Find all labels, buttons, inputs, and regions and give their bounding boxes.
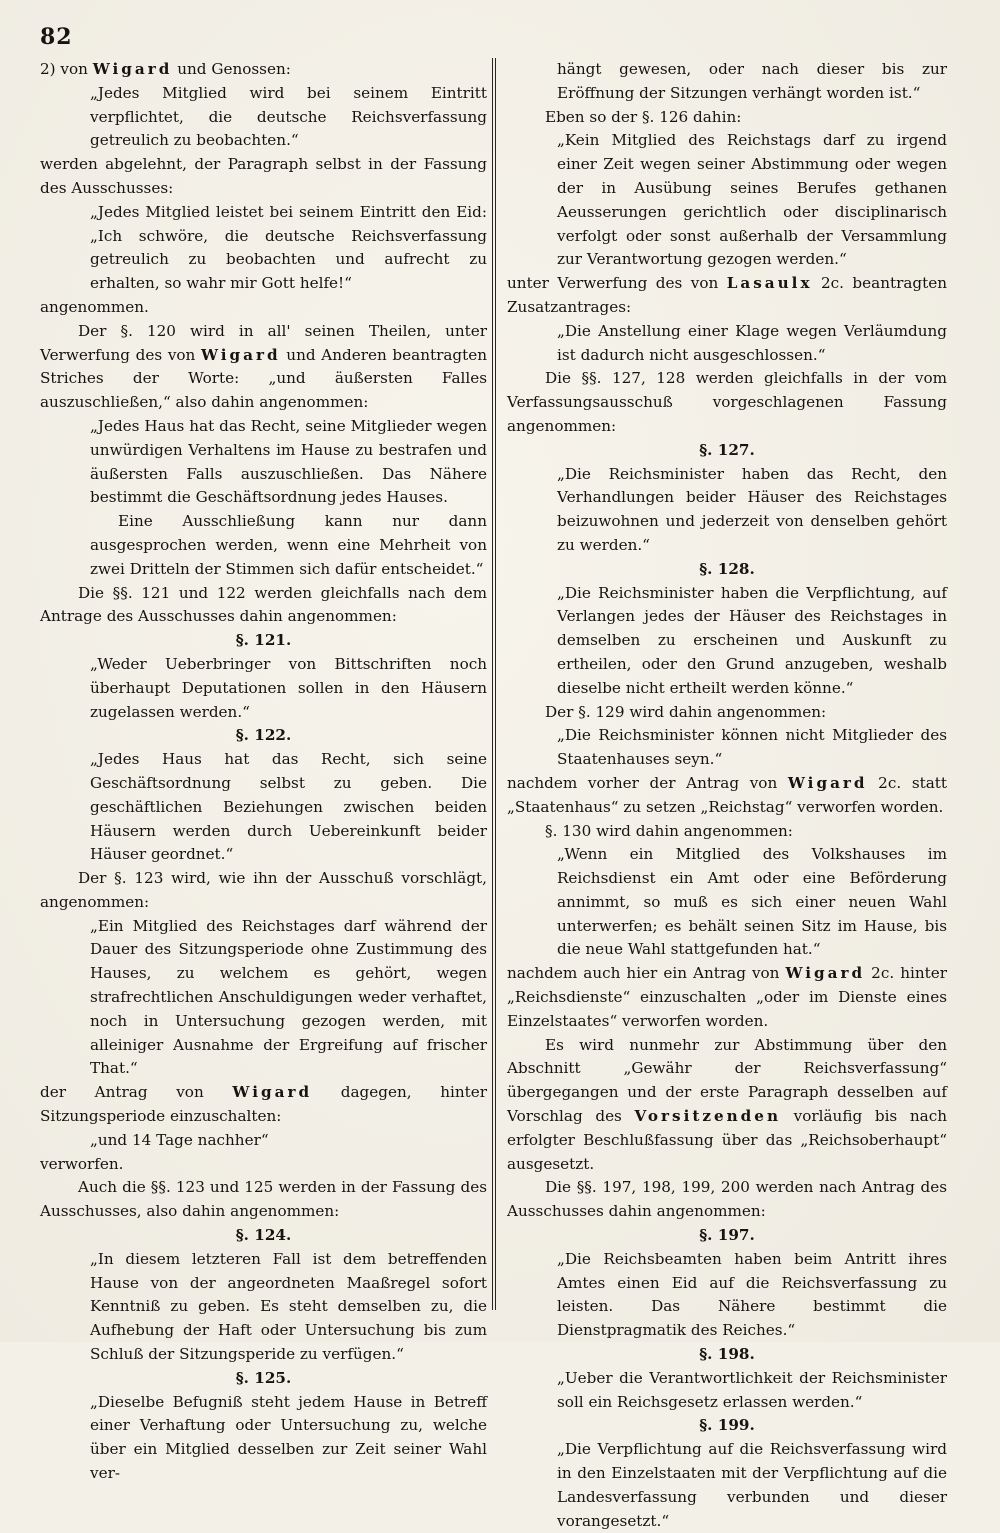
quoted-paragraph: „und 14 Tage nachher“ [90,1130,269,1149]
section-heading: §. 124. [235,1226,292,1245]
text-run: nachdem vorher der Antrag von [507,773,788,792]
text-run: Es wird nunmehr zur Abstimmung über den Abschnitt „Gewähr der Reichsverfassung“ übergegangen und der erste Paragraph desselben auf Vorschlag des [507,1035,947,1126]
spaced-name: Wigard [232,1083,313,1102]
quoted-paragraph: „Weder Ueberbringer von Bittschriften noch überhaupt Deputationen sollen in den Häusern zugelassen werden.“ [90,654,487,721]
quoted-paragraph: „Dieselbe Befugniß steht jedem Hause in Betreff einer Verhaftung oder Untersuchung zu, welche über ein Mitglied desselben zur Zeit seiner Wahl ver- [90,1392,487,1483]
section-heading: §. 125. [235,1368,292,1387]
body-paragraph [507,1034,947,1177]
body-paragraph [40,153,487,201]
section-heading: §. 121. [235,631,292,650]
text-run: angenommen. [40,297,149,316]
text-run: werden abgelehnt, der Paragraph selbst in der Fassung des Ausschusses: [40,155,487,197]
text-run: Auch die §§. 123 und 125 werden in der Fassung des Ausschusses, also dahin angenommen: [40,1178,487,1221]
quoted-paragraph: „Die Reichsminister haben die Verpflichtung, auf Verlangen jedes der Häuser des Reichstages in demselben zu erscheinen und Auskunft zu ertheilen, oder den Grund anzugeben, weshalb dieselbe nicht ertheilt werden könne.“ [557,583,947,697]
text-run: 2c. statt „Staatenhaus“ zu setzen „Reichstag“ verworfen worden. [507,773,947,816]
column-divider [492,58,496,1310]
left-column [40,58,487,1486]
body-paragraph [40,1176,487,1224]
quoted-paragraph: „Ein Mitglied des Reichstages darf während der Dauer des Sitzungsperiode ohne Zustimmung des Hauses, zu welchem es gehört, wegen strafrechtlichen Anschuldigungen weder verhaftet, noch in Untersuchung gezogen werden, mit alleiniger Ausnahme der Ergreifung auf frischer That.“ [90,916,487,1078]
section-heading: §. 127. [699,440,755,459]
text-run: dagegen, hinter Sitzungsperiode einzuschalten: [40,1083,488,1126]
quoted-paragraph: „Die Anstellung einer Klage wegen Verläumdung ist dadurch nicht ausgeschlossen.“ [557,321,947,364]
text-run: vorläufig bis nach erfolgter Beschlußfassung über das „Reichsoberhaupt“ ausgesetzt. [507,1107,947,1173]
spaced-name: Wigard [785,964,866,983]
body-paragraph [40,1153,487,1177]
text-run: Der §. 120 wird in all' seinen Theilen, unter Verwerfung des von [40,321,487,364]
quoted-paragraph: „Die Reichsbeamten haben beim Antritt ihres Amtes einen Eid auf die Reichsverfassung zu leisten. Das Nähere bestimmt die Dienstpragmatik des Reiches.“ [557,1249,947,1340]
body-paragraph [507,701,947,725]
text-run: Die §§. 121 und 122 werden gleichfalls nach dem Antrage des Ausschusses dahin angenommen: [40,583,487,626]
text-run: der Antrag von [40,1083,233,1102]
section-heading: §. 122. [235,726,292,745]
quoted-paragraph: „Die Reichsminister können nicht Mitglieder des Staatenhauses seyn.“ [557,726,947,769]
body-paragraph [507,772,947,820]
body-paragraph [507,1176,947,1224]
text-run: und Genossen: [172,60,291,78]
text-run: Der §. 123 wird, wie ihn der Ausschuß vorschlägt, angenommen: [40,869,487,911]
quoted-paragraph: „Die Reichsminister haben das Recht, den Verhandlungen beider Häuser des Reichstages beizuwohnen und jederzeit von denselben gehört zu werden.“ [557,464,947,554]
body-paragraph [40,1081,487,1129]
spaced-name: Wigard [201,345,281,364]
quoted-paragraph: „Die Verpflichtung auf die Reichsverfassung wird in den Einzelstaaten mit der Verpflichtung auf die Landesverfassung verbunden und dieser vorangesetzt.“ [557,1440,947,1530]
quoted-paragraph: „In diesem letzteren Fall ist dem betreffenden Hause von der angeordneten Maaßregel sofort Kenntniß zu geben. Es steht demselben zu, die Aufhebung der Haft oder Untersuchung bis zum Schluß der Sitzungsperide zu verfügen.“ [90,1249,487,1364]
page-number: 82 [40,24,73,50]
spaced-name: Wigard [787,773,868,792]
spaced-name: Lasaulx [726,274,813,293]
right-column [507,58,947,1533]
body-paragraph [40,582,487,630]
quoted-paragraph: „Jedes Haus hat das Recht, seine Mitglieder wegen unwürdigen Verhaltens im Hause zu bestrafen und äußersten Falls auszuschließen. Das Nähere bestimmt die Geschäftsordnung jedes Hauses. [90,416,487,507]
section-heading: §. 197. [699,1226,755,1245]
text-run: §. 130 wird dahin angenommen: [545,821,793,840]
quoted-paragraph: „Kein Mitglied des Reichstags darf zu irgend einer Zeit wegen seiner Abstimmung oder wegen der in Ausübung seines Berufes gethanen Aeusserungen gerichtlich oder disciplinarisch verfolgt oder sonst außerhalb der Versammlung zur Verantwortung gezogen werden.“ [557,131,947,269]
spaced-name: Wigard [92,60,173,78]
text-run: unter Verwerfung des von [507,274,727,293]
body-paragraph [507,962,947,1033]
quoted-paragraph: „Wenn ein Mitglied des Volkshauses im Reichsdienst ein Amt oder eine Beförderung annimmt, so muß es sich einer neuen Wahl unterwerfen; es behält seinen Sitz im Hause, bis die neue Wahl stattgefunden hat.“ [557,845,947,959]
quoted-paragraph: hängt gewesen, oder nach dieser bis zur Eröffnung der Sitzungen verhängt worden ist.“ [557,60,947,102]
text-run: und Anderen beantragten Striches der Worte: „und äußersten Falles auszuschließen,“ also dahin angenommen: [40,345,487,412]
text-run: 2c. beantragten Zusatzantrages: [507,274,947,316]
body-paragraph [507,272,947,320]
quoted-paragraph: „Jedes Haus hat das Recht, sich seine Geschäftsordnung selbst zu geben. Die geschäftlichen Beziehungen zwischen beiden Häusern werden durch Uebereinkunft beider Häuser geordnet.“ [90,750,487,864]
quoted-paragraph: „Jedes Mitglied leistet bei seinem Eintritt den Eid: „Ich schwöre, die deutsche Reichsverfassung getreulich zu beobachten und aufrecht zu erhalten, so wahr mir Gott helfe!“ [90,202,487,293]
text-run: verworfen. [40,1154,124,1173]
spaced-name: Vorsitzenden [634,1107,782,1126]
quoted-paragraph: „Ueber die Verantwortlichkeit der Reichsminister soll ein Reichsgesetz erlassen werden.“ [557,1368,947,1411]
text-run: 2c. hinter „Reichsdienste“ einzuschalten „oder im Dienste eines Einzelstaates“ verworfen worden. [507,964,947,1030]
body-paragraph [507,106,947,130]
quoted-paragraph: Eine Ausschließung kann nur dann ausgesprochen werden, wenn eine Mehrheit von zwei Dritteln der Stimmen sich dafür entscheidet.“ [90,512,487,578]
section-heading: §. 128. [699,559,755,578]
body-paragraph [40,867,487,915]
body-paragraph [507,820,947,844]
section-heading: §. 199. [699,1416,755,1435]
text-run: Die §§. 197, 198, 199, 200 werden nach Antrag des Ausschusses dahin angenommen: [507,1178,947,1221]
text-run: Die §§. 127, 128 werden gleichfalls in der vom Verfassungsausschuß vorgeschlagenen Fassung angenommen: [507,369,947,435]
body-paragraph [40,320,487,415]
quoted-paragraph: „Jedes Mitglied wird bei seinem Eintritt verpflichtet, die deutsche Reichsverfassung getreulich zu beobachten.“ [90,83,487,150]
text-run: Eben so der §. 126 dahin: [545,107,742,126]
body-paragraph [40,58,487,82]
text-run: nachdem auch hier ein Antrag von [507,964,786,983]
body-paragraph [507,367,947,438]
text-run: Der §. 129 wird dahin angenommen: [545,702,827,721]
section-heading: §. 198. [699,1345,755,1364]
body-paragraph [40,296,487,320]
text-run: 2) von [40,60,93,78]
